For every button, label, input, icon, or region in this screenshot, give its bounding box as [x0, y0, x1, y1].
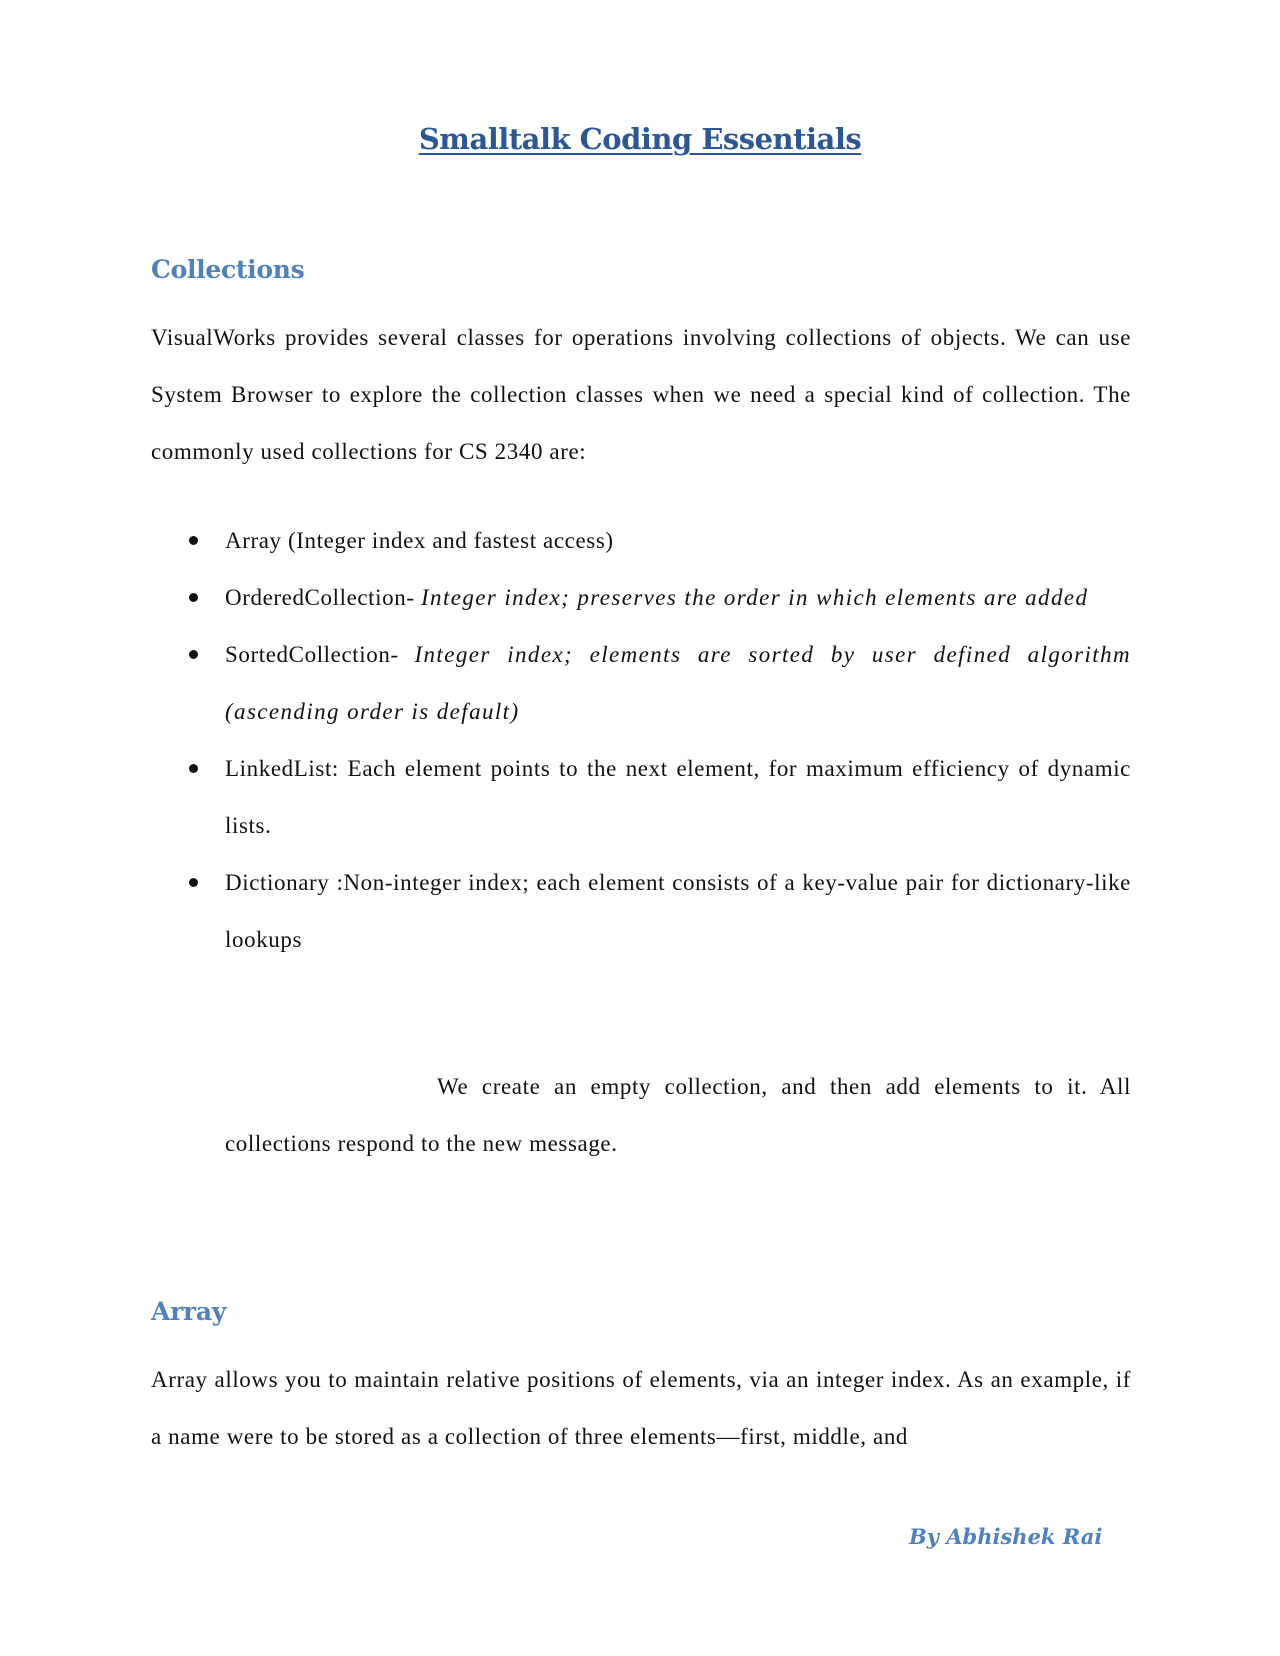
bullet-text: LinkedList: Each element points to the next element, for maximum efficiency of dynamic lists.: [225, 756, 1131, 838]
list-item: [151, 854, 1131, 968]
collections-closing-paragraph: We create an empty collection, and then add elements to it. All collections respond to the new message.: [225, 1074, 1131, 1156]
bullet-description: Integer index; preserves the order in which elements are added: [420, 585, 1089, 610]
collections-bullet-list: [151, 512, 1131, 968]
section-heading-collections: Collections: [151, 255, 305, 284]
list-item: [151, 512, 1131, 569]
bullet-icon: [189, 764, 198, 773]
author-footer: By Abhishek Rai: [909, 1524, 1103, 1549]
bullet-icon: [189, 593, 198, 602]
collections-intro-paragraph: VisualWorks provides several classes for operations involving collections of objects. We can use System Browser to explore the collection classes when we need a special kind of collection. The commonly used collections for CS 2340 are:: [151, 325, 1131, 464]
list-item: [151, 740, 1131, 854]
bullet-icon: [189, 650, 198, 659]
bullet-text: Array (Integer index and fastest access): [225, 528, 614, 553]
bullet-description: Integer index; elements are sorted by user defined algorithm (ascending order is default): [225, 642, 1131, 724]
list-item: [151, 626, 1131, 740]
bullet-text: OrderedCollection-: [225, 585, 421, 610]
list-item: [151, 569, 1131, 626]
array-body-paragraph: Array allows you to maintain relative positions of elements, via an integer index. As an example, if a name were to be stored as a collection of three elements—first, middle, and: [151, 1367, 1131, 1449]
section-heading-array: Array: [151, 1297, 226, 1326]
document-title: Smalltalk Coding Essentials: [418, 122, 862, 156]
bullet-text: SortedCollection-: [225, 642, 415, 667]
bullet-icon: [189, 878, 198, 887]
bullet-icon: [189, 536, 198, 545]
bullet-text: Dictionary :Non-integer index; each element consists of a key-value pair for dictionary-like lookups: [225, 870, 1131, 952]
